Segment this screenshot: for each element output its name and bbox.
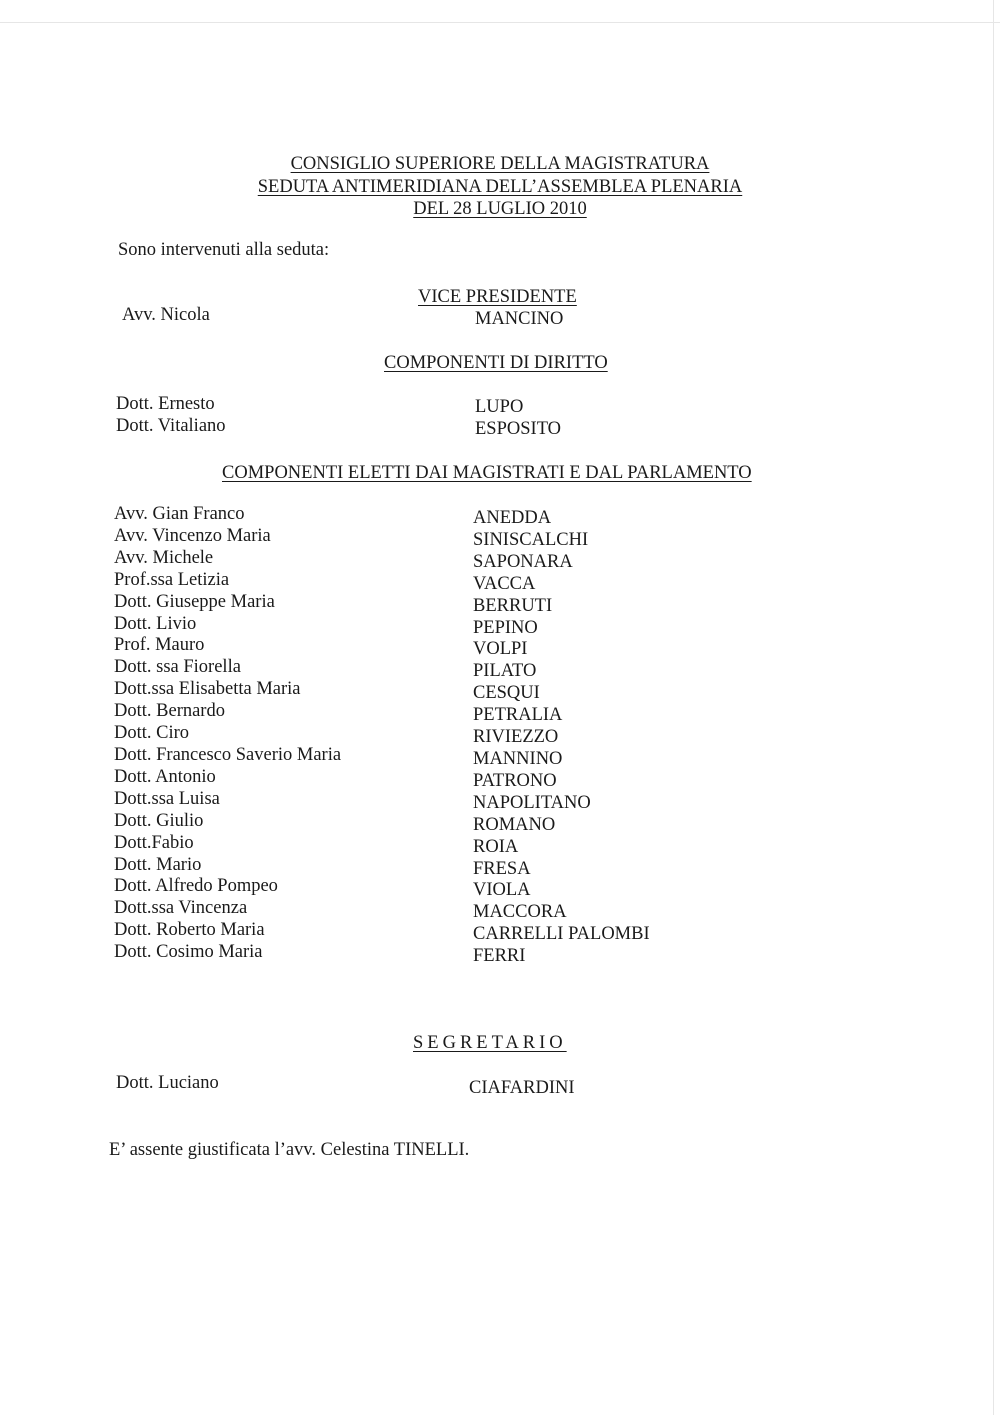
member-last-name: BERRUTI [473, 595, 553, 616]
member-last-name: ANEDDA [473, 508, 552, 528]
member-first-name: Dott. Giulio [114, 810, 204, 831]
member-first-name: Dott.ssa Vincenza [114, 898, 248, 919]
member-first-name: Dott. Livio [114, 613, 197, 634]
member-first-name: Avv. Michele [114, 547, 214, 568]
member-first-name: Dott. Vitaliano [116, 415, 226, 436]
member-last-name: VOLPI [473, 639, 528, 660]
member-first-name: Dott. Bernardo [114, 701, 225, 722]
member-first-name: Dott. Ernesto [116, 394, 215, 414]
intro-text: Sono intervenuti alla seduta: [118, 240, 330, 260]
segretario-last-name: CIAFARDINI [469, 1078, 575, 1098]
member-first-name: Dott. Antonio [114, 766, 216, 787]
member-last-name: SINISCALCHI [473, 529, 589, 550]
member-last-name: VACCA [473, 573, 536, 594]
member-last-name: NAPOLITANO [473, 792, 591, 813]
member-last-name: FRESA [473, 858, 531, 879]
componenti-eletti-last-names [473, 508, 650, 968]
componenti-eletti-first-names [114, 504, 341, 964]
member-last-name: CESQUI [473, 683, 540, 704]
member-last-name: RIVIEZZO [473, 727, 559, 748]
member-first-name: Dott. Alfredo Pompeo [114, 876, 278, 897]
member-last-name: MANNINO [473, 748, 563, 769]
header-line-1: CONSIGLIO SUPERIORE DELLA MAGISTRATURA [290, 154, 710, 174]
member-first-name: Dott.ssa Elisabetta Maria [114, 679, 301, 700]
member-first-name: Prof. Mauro [114, 635, 205, 656]
section-heading-segretario: SEGRETARIO [413, 1033, 567, 1053]
member-last-name: PEPINO [473, 617, 538, 638]
section-heading-vice-presidente: VICE PRESIDENTE [418, 287, 577, 307]
member-last-name: LUPO [475, 397, 524, 417]
member-first-name: Dott. Ciro [114, 723, 190, 744]
member-last-name: MACCORA [473, 902, 567, 923]
member-first-name: Dott. Mario [114, 854, 202, 875]
componenti-diritto-last-names [475, 397, 561, 441]
member-first-name: Avv. Gian Franco [114, 504, 245, 524]
member-last-name: FERRI [473, 946, 526, 967]
member-last-name: PETRALIA [473, 705, 563, 726]
scan-edge-top [0, 22, 1000, 23]
section-heading-componenti-diritto: COMPONENTI DI DIRITTO [384, 353, 608, 373]
member-first-name: Dott. Roberto Maria [114, 920, 265, 941]
header-line-3: DEL 28 LUGLIO 2010 [413, 199, 587, 219]
componenti-diritto-first-names [116, 394, 226, 438]
segretario-first-name: Dott. Luciano [116, 1073, 219, 1093]
member-first-name: Dott.ssa Luisa [114, 788, 220, 809]
member-last-name: PILATO [473, 661, 537, 682]
member-first-name: Dott. Cosimo Maria [114, 942, 263, 963]
member-last-name: CARRELLI PALOMBI [473, 924, 650, 945]
member-last-name: PATRONO [473, 770, 557, 791]
member-last-name: VIOLA [473, 880, 531, 901]
member-first-name: Dott. Giuseppe Maria [114, 591, 275, 612]
member-last-name: ESPOSITO [475, 418, 562, 439]
member-first-name: Dott.Fabio [114, 832, 194, 853]
member-last-name: SAPONARA [473, 551, 573, 572]
vice-presidente-first-name: Avv. Nicola [122, 305, 210, 325]
absence-note: E’ assente giustificata l’avv. Celestina TINELLI. [109, 1140, 470, 1160]
member-last-name: ROIA [473, 836, 519, 857]
section-heading-componenti-eletti: COMPONENTI ELETTI DAI MAGISTRATI E DAL PARLAMENTO [222, 463, 752, 483]
member-first-name: Dott. Francesco Saverio Maria [114, 744, 342, 765]
header-line-2: SEDUTA ANTIMERIDIANA DELL’ASSEMBLEA PLENARIA [257, 177, 743, 197]
member-last-name: ROMANO [473, 814, 556, 835]
member-first-name: Avv. Vincenzo Maria [114, 525, 271, 546]
member-first-name: Prof.ssa Letizia [114, 569, 230, 590]
member-first-name: Dott. ssa Fiorella [114, 657, 241, 678]
vice-presidente-last-name: MANCINO [475, 309, 564, 329]
